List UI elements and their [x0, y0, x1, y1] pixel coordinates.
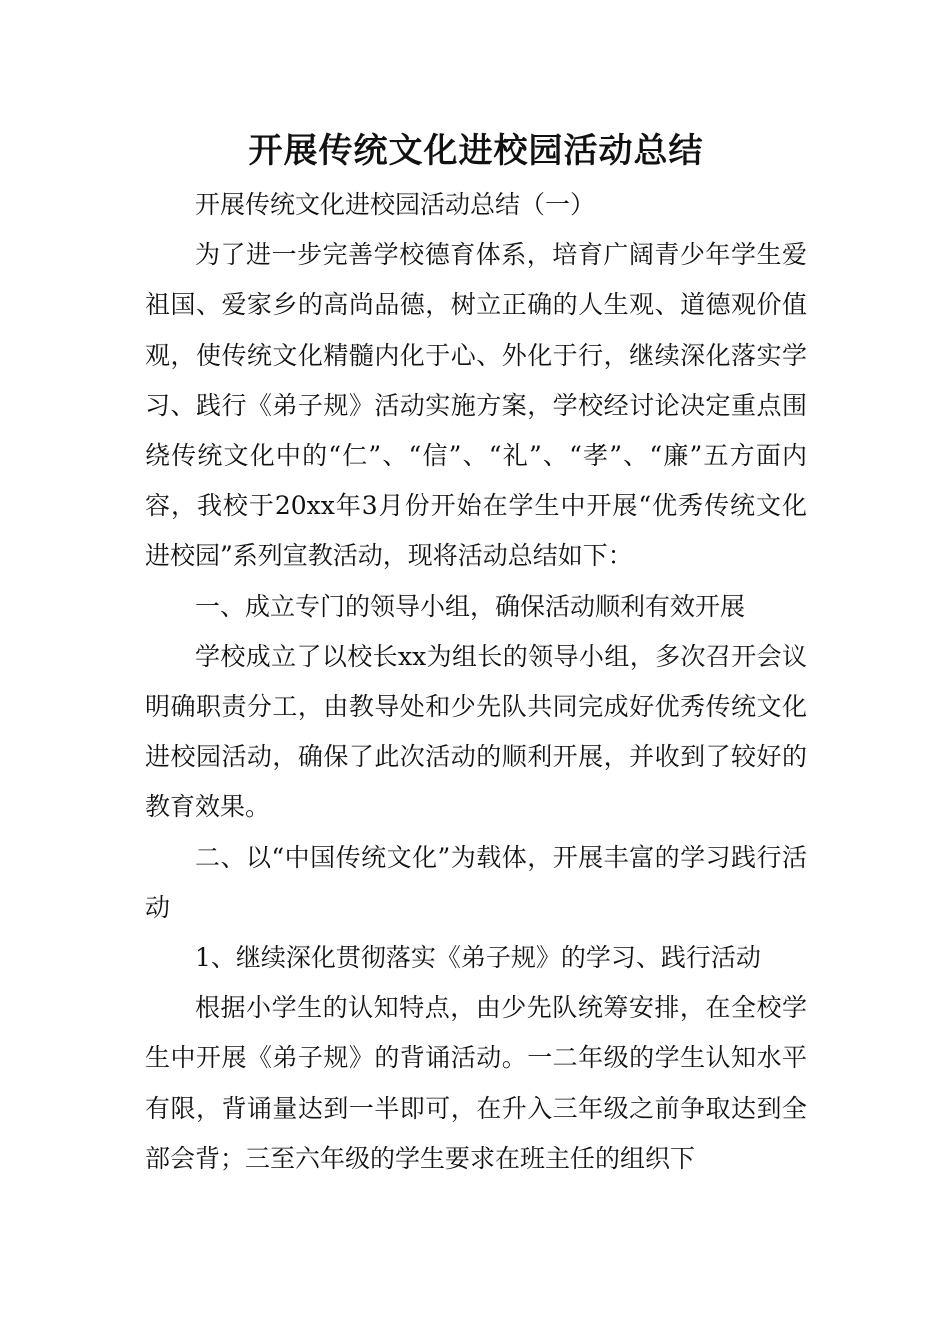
- document-page: [145, 130, 807, 1184]
- subtitle-paragraph: 开展传统文化进校园活动总结（一）: [195, 190, 596, 219]
- intro-paragraph: 为了进一步完善学校德育体系，培育广阔青少年学生爱祖国、爱家乡的高尚品德，树立正确的人生观、道德观价值观，使传统文化精髓内化于心、外化于行，继续深化落实学习、践行《弟子规》活动实施方案，学校经讨论决定重点围绕传统文化中的“仁”、“信”、“礼”、“孝”、“廉”五方面内容，我校于20xx年3月份开始在学生中开展“优秀传统文化进校园”系列宣教活动，现将活动总结如下：: [145, 240, 807, 571]
- document-title: 开展传统文化进校园活动总结: [248, 131, 704, 171]
- subsection-1-paragraph: 根据小学生的认知特点，由少先队统筹安排，在全校学生中开展《弟子规》的背诵活动。一二年级的学生认知水平有限，背诵量达到一半即可，在升入三年级之前争取达到全部会背；三至六年级的学生要求在班主任的组织下: [145, 993, 807, 1173]
- section-heading-1: 一、成立专门的领导小组，确保活动顺利有效开展: [195, 591, 746, 621]
- subsection-heading-1: 1、继续深化贯彻落实《弟子规》的学习、践行活动: [195, 943, 761, 973]
- section-heading-2: 二、以“中国传统文化”为载体，开展丰富的学习践行活动: [145, 842, 807, 922]
- section-1-paragraph: 学校成立了以校长xx为组长的领导小组，多次召开会议明确职责分工，由教导处和少先队共同完成好优秀传统文化进校园活动，确保了此次活动的顺利开展，并收到了较好的教育效果。: [145, 641, 807, 822]
